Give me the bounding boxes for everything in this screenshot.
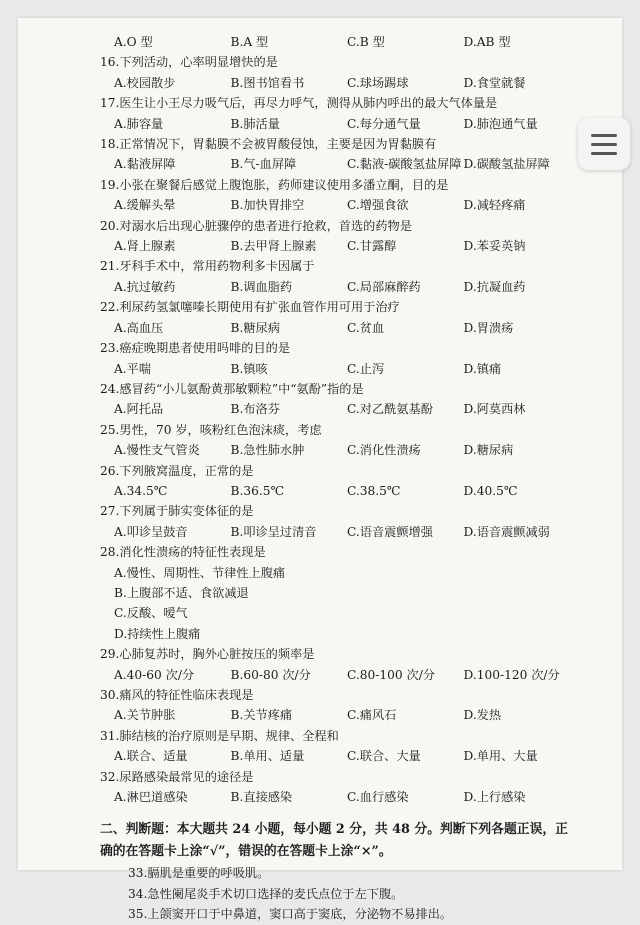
option: B.单用、适量 (230, 749, 305, 764)
option: B.去甲肾上腺素 (230, 239, 317, 254)
option: D.单用、大量 (463, 749, 538, 764)
option: C.反酸、嗳气 (114, 606, 188, 621)
menu-bar (591, 134, 617, 137)
option: D.碳酸氢盐屏障 (463, 157, 550, 172)
option: B.调血脂药 (230, 279, 293, 294)
option: A.抗过敏药 (114, 279, 176, 294)
option: A.40-60 次/分 (114, 667, 195, 682)
option: D.肺泡通气量 (463, 116, 538, 131)
option: D.持续性上腹痛 (114, 626, 201, 641)
option: D.苯妥英钠 (463, 239, 526, 254)
question-stem: 22.利尿药氢氯噻嗪长期使用有扩张血管作用可用于治疗 (100, 300, 400, 315)
exam-content (100, 32, 580, 925)
option: A.缓解头晕 (114, 198, 176, 213)
option: A.慢性支气管炎 (114, 443, 200, 458)
section-title: 二、判断题：本大题共 24 小题，每小题 2 分，共 48 分。判断下列各题正误，正确的在答题卡上涂“√”，错误的在答题卡上涂“×”。 (100, 822, 568, 860)
option: B.上腹部不适、食欲减退 (114, 585, 249, 600)
option: C.增强食欲 (347, 198, 409, 213)
question-stem: 27.下列属于肺实变体征的是 (100, 504, 254, 519)
option: D.发热 (463, 708, 502, 723)
option: C.黏液-碳酸氢盐屏障 (347, 157, 462, 172)
option: B.36.5℃ (230, 483, 285, 498)
option: D.糖尿病 (463, 443, 514, 458)
hamburger-menu-icon[interactable] (578, 118, 630, 170)
option: A.黏液屏障 (114, 157, 176, 172)
q15-options (100, 32, 580, 52)
option: B.60-80 次/分 (230, 667, 311, 682)
option: C.贫血 (347, 320, 385, 335)
option: C.38.5℃ (347, 483, 401, 498)
option: A.淋巴道感染 (114, 790, 188, 805)
question-options (100, 236, 580, 256)
option: D.减轻疼痛 (463, 198, 526, 213)
question-list (100, 644, 580, 807)
option: C.球场踢球 (347, 75, 409, 90)
question-stem: 28.消化性溃疡的特征性表现是 (100, 545, 266, 560)
option: D.阿莫西林 (463, 402, 526, 417)
question-stem: 32.尿路感染最常见的途径是 (100, 769, 254, 784)
option: C.止泻 (347, 361, 385, 376)
question-stem: 21.牙科手术中，常用药物利多卡因属于 (100, 259, 315, 274)
option: D.语音震颤减弱 (463, 524, 550, 539)
question-options (100, 481, 580, 501)
option: A.叩诊呈鼓音 (114, 524, 188, 539)
option: B.关节疼痛 (230, 708, 293, 723)
option: C.联合、大量 (347, 749, 421, 764)
question-options (100, 399, 580, 419)
question-options (100, 522, 580, 542)
option: D.食堂就餐 (463, 75, 526, 90)
question-stem: 30.痛风的特征性临床表现是 (100, 688, 254, 702)
option: C.消化性溃疡 (347, 443, 421, 458)
option: A.联合、适量 (114, 749, 188, 764)
option: B.肺活量 (230, 116, 280, 131)
option: C.对乙酰氨基酚 (347, 402, 433, 417)
menu-bar (591, 143, 617, 146)
option: C.血行感染 (347, 790, 409, 805)
option: D.AB 型 (463, 35, 511, 49)
option: A.高血压 (114, 320, 164, 335)
option: A.慢性、周期性、节律性上腹痛 (114, 565, 286, 580)
question-options (100, 746, 580, 766)
question-stem: 20.对溺水后出现心脏骤停的患者进行抢救，首选的药物是 (100, 218, 412, 233)
option: A.34.5℃ (114, 483, 168, 498)
option: C.B 型 (347, 35, 385, 49)
option: A.校园散步 (114, 75, 176, 90)
question-stem: 17.医生让小王尽力吸气后，再尽力呼气，测得从肺内呼出的最大气体量是 (100, 96, 498, 111)
option: B.加快胃排空 (230, 198, 305, 213)
option: C.语音震颤增强 (347, 524, 433, 539)
option: A.O 型 (114, 35, 153, 49)
judgement-item: 35.上颌窦开口于中鼻道，窦口高于窦底，分泌物不易排出。 (128, 907, 453, 922)
option: B.急性肺水肿 (230, 443, 305, 458)
question-options (100, 277, 580, 297)
question-options (100, 440, 580, 460)
question-options (100, 114, 580, 134)
judgement-item: 33.膈肌是重要的呼吸肌。 (128, 866, 270, 881)
question-list (100, 52, 580, 542)
option: A.阿托品 (114, 402, 164, 417)
question-options (100, 154, 580, 174)
option: D.上行感染 (463, 790, 526, 805)
option: A.平喘 (114, 361, 152, 376)
option: A.肺容量 (114, 116, 164, 131)
option: B.气-血屏障 (230, 157, 297, 172)
question-options (100, 73, 580, 93)
option: B.A 型 (230, 35, 269, 49)
option: D.胃溃疡 (463, 320, 514, 335)
question-options (100, 705, 580, 725)
question-stem: 16.下列活动，心率明显增快的是 (100, 55, 278, 70)
question-stem: 24.感冒药“小儿氨酚黄那敏颗粒”中“氨酚”指的是 (100, 381, 364, 396)
question-options (100, 318, 580, 338)
option: C.局部麻醉药 (347, 279, 421, 294)
question-stem: 19.小张在聚餐后感觉上腹饱胀，药师建议使用多潘立酮，目的是 (100, 177, 449, 192)
option: D.抗凝血药 (463, 279, 526, 294)
question-options (100, 359, 580, 379)
option: D.40.5℃ (463, 483, 518, 498)
option: B.图书馆看书 (230, 75, 305, 90)
option: C.痛风石 (347, 708, 397, 723)
question-options (100, 195, 580, 215)
question-options (100, 665, 580, 685)
option: D.镇痛 (463, 361, 502, 376)
option: B.直接感染 (230, 790, 293, 805)
question-stem: 23.癌症晚期患者使用吗啡的目的是 (100, 341, 291, 356)
question-stem: 26.下列腋窝温度，正常的是 (100, 463, 254, 478)
question-stem: 29.心肺复苏时，胸外心脏按压的频率是 (100, 647, 315, 662)
option: C.每分通气量 (347, 116, 421, 131)
question-stem: 18.正常情况下，胃黏膜不会被胃酸侵蚀，主要是因为胃黏膜有 (100, 137, 437, 152)
option: C.80-100 次/分 (347, 667, 436, 682)
q28-options (100, 563, 580, 645)
option: C.甘露醇 (347, 239, 397, 254)
option: B.镇咳 (230, 361, 268, 376)
option: D.100-120 次/分 (463, 667, 560, 682)
option: B.布洛芬 (230, 402, 280, 417)
option: B.叩诊呈过清音 (230, 524, 317, 539)
judgement-item: 34.急性阑尾炎手术切口选择的麦氏点位于左下腹。 (128, 886, 404, 901)
option: A.肾上腺素 (114, 239, 176, 254)
question-stem: 25.男性，70 岁，咳粉红色泡沫痰，考虑 (100, 422, 322, 437)
menu-bar (591, 152, 617, 155)
question-stem: 31.肺结核的治疗原则是早期、规律、全程和 (100, 728, 339, 743)
question-options (100, 787, 580, 807)
option: B.糖尿病 (230, 320, 280, 335)
option: A.关节肿胀 (114, 708, 176, 723)
